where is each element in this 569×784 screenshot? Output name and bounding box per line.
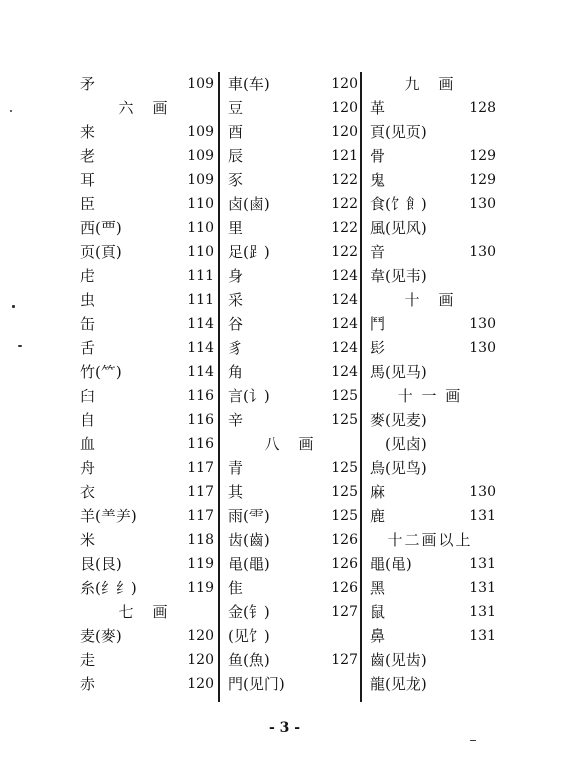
radical-char: 鳥(见鸟) [370,459,427,477]
radical-char: 糸(纟纟) [80,579,137,597]
radical-char: 赤 [80,675,96,693]
radical-char: 身 [228,267,244,285]
heading-label: 七 画 [118,603,170,621]
page-ref: 109 [187,76,214,92]
radical-entry [222,144,358,168]
radical-entry [222,72,358,96]
radical-entry [74,336,214,360]
page-ref: 126 [331,556,358,572]
radical-char: 麦(麥) [80,627,122,645]
radical-entry [222,528,358,552]
radical-entry [222,96,358,120]
radical-entry [222,240,358,264]
page-ref: 120 [187,652,214,668]
radical-entry [222,312,358,336]
radical-char: 舟 [80,459,96,477]
page-ref: 130 [469,340,496,356]
radical-entry [364,336,496,360]
radical-entry [222,360,358,384]
radical-char: 其 [228,483,244,501]
radical-char: 酉 [228,123,244,141]
radical-char: 食(饣飠) [370,195,427,213]
radical-entry [74,648,214,672]
radical-entry [364,144,496,168]
radical-char: 虍 [80,267,96,285]
radical-entry [364,216,496,240]
heading-label: 十 一 画 [397,387,463,405]
page-ref: 117 [187,484,214,500]
page-ref: 125 [331,508,358,524]
radical-entry [364,600,496,624]
radical-char: 艮(⾉) [80,555,122,573]
page-ref: 124 [331,316,358,332]
scan-speck [10,110,12,112]
radical-entry [222,216,358,240]
radical-char: 鼻 [370,627,386,645]
page-ref: 127 [331,652,358,668]
radical-entry [364,120,496,144]
stroke-count-heading [364,384,496,408]
radical-entry [74,624,214,648]
stroke-count-heading [364,288,496,312]
radical-char: 革 [370,99,386,117]
radical-entry [74,120,214,144]
radical-char: 辛 [228,411,244,429]
radical-entry [222,624,358,648]
radical-entry [222,480,358,504]
radical-char: 黑 [370,579,386,597]
page-ref: 114 [187,340,214,356]
page-ref: 119 [187,556,214,572]
radical-entry [74,168,214,192]
radical-char: 来 [80,123,96,141]
radical-entry [222,504,358,528]
stroke-count-heading [364,528,496,552]
page-ref: 117 [187,508,214,524]
radical-entry [364,264,496,288]
heading-label: 六 画 [118,99,170,117]
column-divider-2 [360,72,362,702]
page-ref: 130 [469,316,496,332]
radical-entry [74,504,214,528]
radical-entry [74,72,214,96]
page-ref: 117 [187,460,214,476]
radical-char: 鼠 [370,603,386,621]
page-ref: 110 [187,196,214,212]
radical-entry [364,240,496,264]
page-ref: 122 [331,244,358,260]
page-ref: 122 [331,196,358,212]
radical-char: 矛 [80,75,96,93]
page-ref: 131 [469,604,496,620]
radical-char: 自 [80,411,96,429]
page-ref: 121 [331,148,358,164]
radical-entry [74,576,214,600]
radical-entry [364,456,496,480]
radical-char: 衣 [80,483,96,501]
page-ref: 120 [187,628,214,644]
page-ref: 120 [331,124,358,140]
radical-char: 頁(见页) [370,123,427,141]
radical-entry [364,480,496,504]
page-ref: 111 [187,268,214,284]
radical-entry [364,576,496,600]
stroke-count-heading [222,432,358,456]
radical-entry [364,96,496,120]
radical-char: 門(见门) [228,675,285,693]
radical-char: 麻 [370,483,386,501]
heading-label: 十二画以上 [387,531,473,549]
radical-char: 辰 [228,147,244,165]
heading-label: 九 画 [404,75,456,93]
radical-char: 老 [80,147,96,165]
radical-char: 角 [228,363,244,381]
radical-entry [222,600,358,624]
radical-char: 米 [80,531,96,549]
radical-char: 竹(⺮) [80,363,122,381]
index-column-3 [364,72,496,696]
stroke-count-heading [74,96,214,120]
index-column-2 [222,72,358,696]
radical-char: 音 [370,243,386,261]
page-ref: 118 [187,532,214,548]
scan-speck [18,345,22,347]
radical-char: 麥(见麦) [370,411,427,429]
radical-entry [222,552,358,576]
page-ref: 131 [469,580,496,596]
radical-char: 黾(黽) [228,555,270,573]
radical-entry [222,576,358,600]
scan-speck [470,740,476,741]
radical-char: 豆 [228,99,244,117]
page-ref: 114 [187,364,214,380]
radical-char: 鬼 [370,171,386,189]
radical-entry [364,504,496,528]
radical-entry [74,552,214,576]
page-ref: 122 [331,220,358,236]
page-ref: 124 [331,268,358,284]
page-ref: 124 [331,340,358,356]
page-ref: 109 [187,148,214,164]
page-ref: 109 [187,172,214,188]
radical-entry [74,216,214,240]
radical-char: 臼 [80,387,96,405]
radical-char: 西(覀) [80,219,122,237]
radical-char: 言(讠) [228,387,270,405]
radical-char: 齒(见齿) [370,651,427,669]
radical-char: 金(钅) [228,603,270,621]
radical-entry [364,432,496,456]
radical-entry [364,672,496,696]
radical-entry [74,528,214,552]
radical-entry [222,672,358,696]
page-ref: 124 [331,292,358,308]
radical-char: 韋(见韦) [370,267,427,285]
radical-entry [364,192,496,216]
page-ref: 130 [469,484,496,500]
page-ref: 126 [331,580,358,596]
radical-char: 車(车) [228,75,270,93]
radical-char: 缶 [80,315,96,333]
radical-char: 鬥 [370,315,386,333]
page-ref: 110 [187,244,214,260]
radical-entry [74,672,214,696]
page-ref: 125 [331,412,358,428]
radical-char: 臣 [80,195,96,213]
radical-char: 羊(⺷⺶) [80,507,137,525]
radical-char: 足(⻊) [228,243,270,261]
page-ref: 120 [331,76,358,92]
radical-entry [74,408,214,432]
page-ref: 116 [187,436,214,452]
radical-entry [74,360,214,384]
radical-char: 豸 [228,339,244,357]
radical-char: (见饣) [228,627,270,645]
radical-entry [74,480,214,504]
page-ref: 130 [469,244,496,260]
page-ref: 116 [187,388,214,404]
page-ref: 125 [331,460,358,476]
radical-char: 卤(鹵) [228,195,270,213]
radical-entry [364,408,496,432]
radical-char: 青 [228,459,244,477]
radical-char: 虫 [80,291,96,309]
radical-char: 耳 [80,171,96,189]
radical-entry [74,384,214,408]
radical-entry [222,336,358,360]
page-ref: 127 [331,604,358,620]
radical-entry [74,144,214,168]
radical-entry [222,648,358,672]
radical-entry [364,624,496,648]
radical-entry [222,384,358,408]
page-ref: 128 [469,100,496,116]
page-ref: 131 [469,628,496,644]
radical-entry [364,312,496,336]
radical-entry [364,168,496,192]
radical-entry [222,408,358,432]
page-ref: 129 [469,148,496,164]
column-divider-1 [218,72,220,702]
radical-char: 龍(见龙) [370,675,427,693]
radical-entry [222,264,358,288]
radical-entry [222,120,358,144]
radical-char: 髟 [370,339,386,357]
page-ref: 131 [469,556,496,572]
radical-char: 雨(⻗) [228,507,270,525]
radical-char: 隹 [228,579,244,597]
page-ref: 124 [331,364,358,380]
radical-char: 血 [80,435,96,453]
radical-entry [74,240,214,264]
radical-entry [74,456,214,480]
page-ref: 110 [187,220,214,236]
radical-entry [74,312,214,336]
page-ref: 109 [187,124,214,140]
radical-char: 風(见风) [370,219,427,237]
radical-char: 采 [228,291,244,309]
index-column-1 [74,72,214,696]
radical-entry [222,456,358,480]
page-ref: 130 [469,196,496,212]
radical-entry [74,288,214,312]
radical-char: (见卤) [370,435,427,453]
page-ref: 111 [187,292,214,308]
radical-char: 鱼(魚) [228,651,270,669]
page-number: - 3 - [268,720,301,736]
page-ref: 120 [331,100,358,116]
page-ref: 120 [187,676,214,692]
radical-entry [364,552,496,576]
radical-entry [222,168,358,192]
stroke-count-heading [74,600,214,624]
radical-entry [222,288,358,312]
heading-label: 十 画 [404,291,456,309]
stroke-count-heading [364,72,496,96]
radical-entry [74,264,214,288]
radical-char: 舌 [80,339,96,357]
page-ref: 129 [469,172,496,188]
scan-speck [12,305,15,308]
radical-entry [74,192,214,216]
page-ref: 125 [331,388,358,404]
page-ref: 131 [469,508,496,524]
radical-char: 骨 [370,147,386,165]
radical-char: 谷 [228,315,244,333]
page-ref: 122 [331,172,358,188]
heading-label: 八 画 [264,435,316,453]
page-ref: 116 [187,412,214,428]
radical-char: 黽(黾) [370,555,412,573]
radical-char: 鹿 [370,507,386,525]
radical-entry [74,432,214,456]
radical-char: 走 [80,651,96,669]
radical-char: 馬(见马) [370,363,427,381]
radical-entry [222,192,358,216]
page-ref: 125 [331,484,358,500]
radical-char: 豕 [228,171,244,189]
page-ref: 119 [187,580,214,596]
radical-char: 齿(齒) [228,531,270,549]
page-ref: 114 [187,316,214,332]
radical-entry [364,648,496,672]
radical-char: 页(頁) [80,243,122,261]
page-ref: 126 [331,532,358,548]
radical-entry [364,360,496,384]
radical-char: 里 [228,219,244,237]
